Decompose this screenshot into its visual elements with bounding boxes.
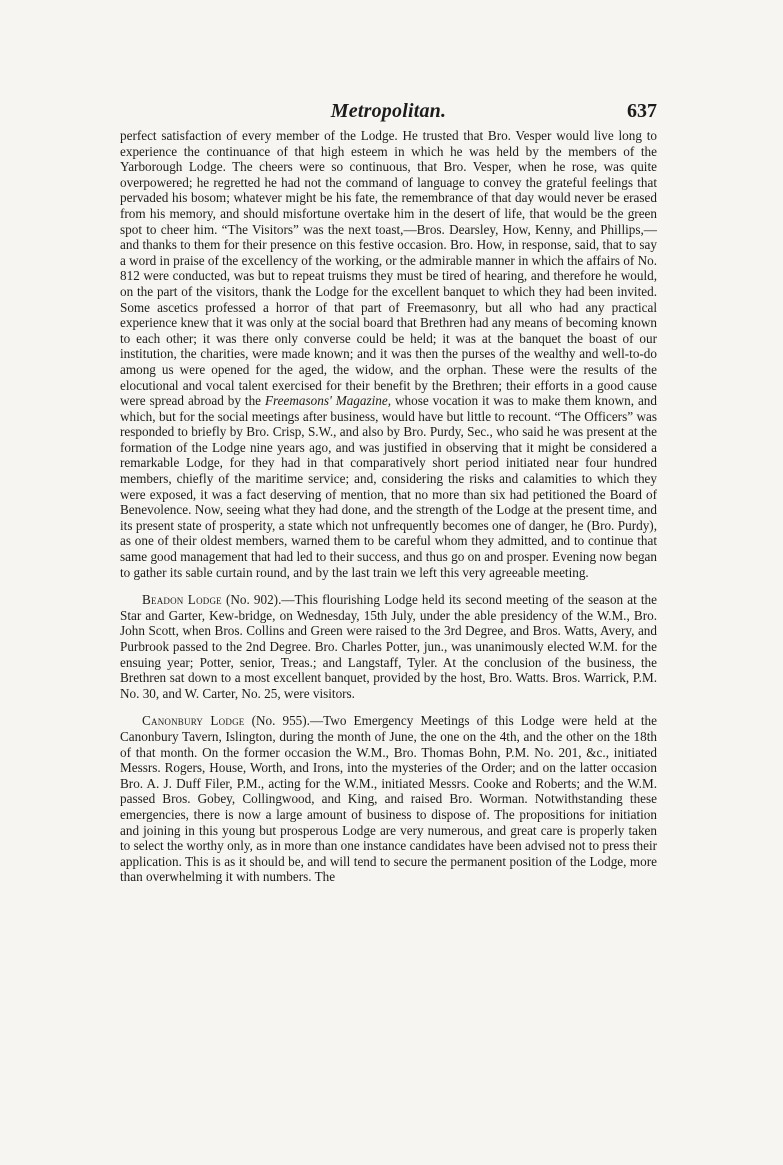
magazine-title: Freemasons' Magazine, xyxy=(264,393,392,409)
paragraph-1 xyxy=(120,128,657,580)
text-segment: (No. 902).—This flourishing Lodge held its second meeting of the season at the Star and Garter, Kew-bridge, on Wednesday, 15th July, under the able presidency of the W.M., Bro. John Scott, when Bros. Collins and Green were raised to the 3rd Degree, and Bros. Watts, Avery, and Purbrook passed to the 2nd Degree. Bro. Charles Potter, jun., was unanimously elected W.M. for the ensuing year; Potter, senior, Treas.; and Langstaff, Tyler. At the conclusion of the business, the Brethren sat down to a most excellent banquet, provided by the host, Bro. Watts. Bros. Warrick, P.M. No. 30, and W. Carter, No. 25, were visitors. xyxy=(120,592,657,701)
text-segment: (No. 955).—Two Emergency Meetings of this Lodge were held at the Canonbury Tavern, Islington, during the month of June, the one on the 4th, and the other on the 18th of that month. On the former occasion the W.M., Bro. Thomas Bohn, P.M. No. 201, &c., initiated Messrs. Rogers, House, Worth, and Irons, into the mysteries of the Order; and on the latter occasion Bro. A. J. Duff Filer, P.M., acting for the W.M., initiated Messrs. Cooke and Roberts; and the W.M. passed Bros. Gobey, Collingwood, and King, and raised Bro. Worman. Notwithstanding these emergencies, there is now a large amount of business to dispose of. The propositions for initiation and joining in this young but prosperous Lodge are very numerous, and great care is properly taken to select the worthy only, as in more than one instance candidates have been advised not to press their application. This is as it should be, and will tend to secure the permanent position of the Lodge, more than overwhelming it with numbers. The xyxy=(120,713,657,885)
running-title: Metropolitan. xyxy=(330,100,447,122)
lodge-name: Beadon Lodge xyxy=(142,592,222,608)
article-body xyxy=(120,128,657,885)
text-segment: whose vocation it was to make them known, and which, but for the social meetings after business, would have but little to recount. “The Officers” was responded to briefly by Bro. Crisp, S.W., and also by Bro. Purdy, Sec., who said he was present at the formation of the Lodge nine years ago, and was justified in observing that it might be considered a remarkable Lodge, for they had in that comparatively short period initiated near four hundred members, chiefly of the maritime service; and, considering the risks and calamities to which they were exposed, it was a fact deserving of mention, that no more than six had petitioned the Board of Benevolence. Now, seeing what they had done, and the strength of the Lodge at the present time, and its present state of prosperity, a state which not unfrequently becomes one of danger, he (Bro. Purdy), as one of their oldest members, warned them to be careful whom they admitted, and to continue that same good management that had led to their success, and thus go on and prosper. Evening now began to gather its sable curtain round, and by the last train we left this very agreeable meeting. xyxy=(120,393,657,580)
text-segment: perfect satisfaction of every member of the Lodge. He trusted that Bro. Vesper would live long to experience the continuance of that high esteem in which he was held by the members of the Yarborough Lodge. The cheers were so continuous, that Bro. Vesper, when he rose, was quite overpowered; he regretted he had not the command of language to convey the grateful feelings that pervaded his bosom; whatever might be his fate, the remembrance of that day would never be erased from his memory, and should misfortune overtake him in the desert of life, that would be the green spot to cheer him. “The Visitors” was the next toast,—Bros. Dearsley, How, Kenny, and Phillips,—and thanks to them for their presence on this festive occasion. Bro. How, in response, said, that to say a word in praise of the excellency of the working, or the admirable manner in which the affairs of No. 812 were conducted, was but to repeat truisms they must be tired of hearing, and therefore he would, on the part of the visitors, thank the Lodge for the excellent banquet to which they had been invited. Some ascetics professed a horror of that part of Freemasonry, but all who had any practical experience knew that it was only at the social board that Brethren had any means of becoming known to each other; it was there only converse could be held; it was at the banquet the boast of our institution, the charities, were made known; and it was then the purses of the wealthy and well-to-do among us were opened for the aged, the widow, and the orphan. These were the results of the elocutional and vocal talent exercised for their benefit by the Brethren; their efforts in a good cause were spread abroad by the xyxy=(120,128,657,409)
page-number: 637 xyxy=(627,100,657,122)
page-header xyxy=(120,96,657,126)
paragraph-canonbury-lodge xyxy=(120,713,657,885)
lodge-name: Canonbury Lodge xyxy=(142,713,245,729)
paragraph-beadon-lodge xyxy=(120,592,657,701)
